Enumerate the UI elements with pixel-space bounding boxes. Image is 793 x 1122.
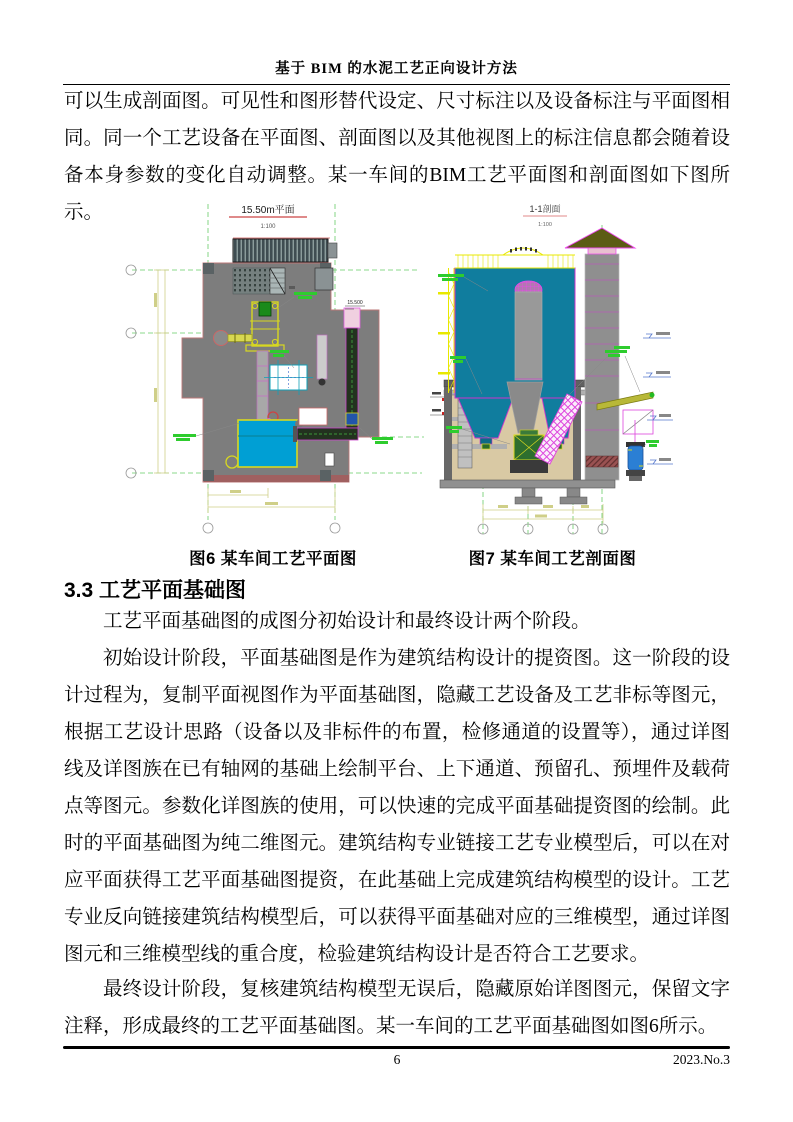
body-paragraph-3: 初始设计阶段，平面基础图是作为建筑结构设计的提资图。这一阶段的设计过程为，复制平面视图作为平面基础图，隐藏工艺设备及工艺非标等图元，根据工艺设计思路（设备以及非标件的布置，检修通道的设置等），通过详图线及详图族在已有轴网的基础上绘制平台、上下通道、预留孔、预埋件及载荷点等图元。参数化详图族的使用，可以快速的完成平面基础提资图的绘制。此时的平面基础图为纯二维图元。建筑结构专业链接工艺专业模型后，可以在对应平面获得工艺平面基础图提资，在此基础上完成建筑结构模型的设计。工艺专业反向链接建筑结构模型后，可以获得平面基础对应的三维模型，通过详图图元和三维模型线的重合度，检验建筑结构设计是否符合工艺要求。 xyxy=(64,648,730,965)
fig7-drawing-title: 1-1剖面 xyxy=(529,204,561,214)
plan-floor-opening xyxy=(299,408,327,425)
fig7-dimension-lines xyxy=(483,504,603,523)
body-paragraph-2: 工艺平面基础图的成图分初始设计和最终设计两个阶段。 xyxy=(103,611,591,632)
fig7-grid-bubbles xyxy=(478,524,608,534)
fig7-section-drawing xyxy=(430,198,675,543)
fig7-foundation xyxy=(440,480,615,504)
fig6-drawing-scale: 1:100 xyxy=(260,224,276,230)
plan-roof-opening xyxy=(315,268,333,290)
fig6-caption: 图6 某车间工艺平面图 xyxy=(189,550,357,568)
footer-rule xyxy=(63,1046,730,1049)
fig7-roof-railing xyxy=(455,247,575,268)
fig6-louver-strip xyxy=(233,238,337,262)
fig6-plan-drawing xyxy=(118,198,428,543)
fig7-drawing-scale: 1:100 xyxy=(538,222,552,228)
running-header-title: 基于 BIM 的水泥工艺正向设计方法 xyxy=(275,61,518,77)
fig7-caption: 图7 某车间工艺剖面图 xyxy=(468,550,637,568)
figures-row xyxy=(64,198,730,572)
section-heading: 3.3 工艺平面基础图 xyxy=(64,579,247,602)
page-number: 6 xyxy=(393,1052,401,1067)
fig6-drawing-title: 15.50m平面 xyxy=(241,205,295,216)
fig6-humidifier-tank xyxy=(173,420,303,468)
body-paragraph-1: 可以生成剖面图。可见性和图形替代设定、尺寸标注以及设备标注与平面图相同。同一个工艺设备在平面图、剖面图以及其他视图上的标注信息都会随着设备本身参数的变化自动调整。某一车间的BIM工艺平面图和剖面图如下图所示。 xyxy=(64,91,730,223)
issue-label: 2023.No.3 xyxy=(673,1052,730,1067)
fig6-small-pipe xyxy=(317,335,327,386)
fig6-title-block xyxy=(229,204,307,230)
fig7-side-ladder xyxy=(438,268,454,393)
plan-small-opening xyxy=(325,453,334,466)
body-paragraph-4: 最终设计阶段，复核建筑结构模型无误后，隐藏原始详图图元，保留文字注释，形成最终的工艺平面基础图。某一车间的工艺平面基础图如图6所示。 xyxy=(64,979,730,1037)
fig7-title-block xyxy=(523,203,567,228)
svg-text:15.500: 15.500 xyxy=(347,300,363,306)
